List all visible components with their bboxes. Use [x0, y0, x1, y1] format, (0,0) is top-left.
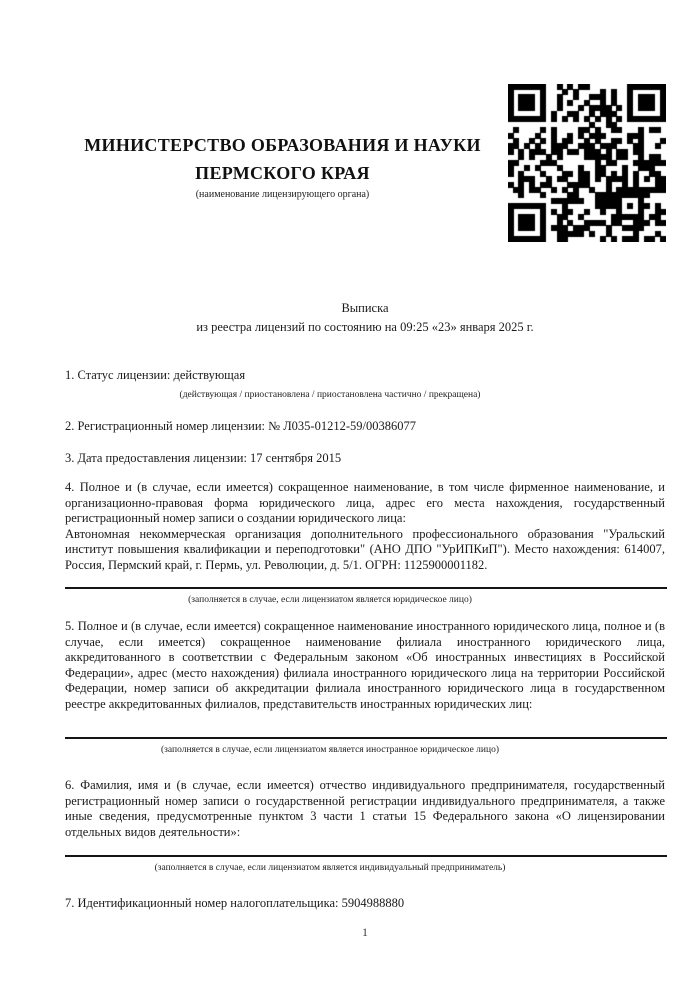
- item-7-text: 7. Идентификационный номер налогоплательщика: 5904988880: [65, 896, 405, 910]
- item-3-license-date: [65, 451, 665, 467]
- document-title-line1: Выписка: [341, 301, 389, 315]
- item-1-text: 1. Статус лицензии: действующая: [65, 368, 246, 382]
- item-5-foreign-entity: [65, 619, 665, 712]
- document-title: [65, 299, 665, 337]
- item-1-caption: (действующая / приостановлена / приостановлена частично / прекращена): [179, 390, 481, 400]
- item-2-text: 2. Регистрационный номер лицензии: № Л035-01212-59/00386077: [65, 419, 416, 433]
- qr-code-icon: [508, 84, 666, 242]
- item-4-value: Автономная некоммерческая организация дополнительного профессионального образования "Уральский институт повышения квалификации и переподготовки" (АНО ДПО "УрИПКиП"). Место нахождения: 614007, Россия, Пермский край, г. Пермь, ул. Революции, д. 5/1. ОГРН: 1125900001182.: [65, 526, 665, 572]
- ministry-header: [65, 131, 500, 200]
- page-number: 1: [362, 927, 368, 939]
- item-7-taxpayer-number: [65, 896, 665, 912]
- document-title-line2: из реестра лицензий по состоянию на 09:25 «23» января 2025 г.: [196, 320, 534, 334]
- ministry-caption: (наименование лицензирующего органа): [195, 189, 370, 200]
- item-5-caption: (заполняется в случае, если лицензиатом является иностранное юридическое лицо): [161, 745, 499, 755]
- item-1-license-status: [65, 368, 665, 384]
- item-3-text: 3. Дата предоставления лицензии: 17 сентября 2015: [65, 451, 342, 465]
- fill-in-rule-4: [65, 587, 667, 589]
- item-4-text: 4. Полное и (в случае, если имеется) сокращенное наименование, в том числе фирменное наименование, и организационно-правовая форма юридического лица, адрес его места нахождения, государственный регистрационный номер записи о создании юридического лица:: [65, 480, 665, 525]
- item-6-caption: (заполняется в случае, если лицензиатом является индивидуальный предприниматель): [154, 863, 506, 873]
- fill-in-rule-5: [65, 737, 667, 739]
- ministry-name-line2: ПЕРМСКОГО КРАЯ: [195, 163, 370, 183]
- item-6-individual-entrepreneur: [65, 778, 665, 840]
- fill-in-rule-6: [65, 855, 667, 857]
- item-2-registration-number: [65, 419, 665, 435]
- ministry-name-line1: МИНИСТЕРСТВО ОБРАЗОВАНИЯ И НАУКИ: [84, 135, 481, 155]
- item-4-caption: (заполняется в случае, если лицензиатом является юридическое лицо): [188, 595, 472, 605]
- item-6-text: 6. Фамилия, имя и (в случае, если имеется) отчество индивидуального предпринимателя, государственный регистрационный номер записи о государственной регистрации индивидуального предпринимателя, а также иные сведения, предусмотренные пунктом 3 части 1 статьи 15 Федерального закона «О лицензировании отдельных видов деятельности»:: [65, 778, 665, 839]
- item-4-legal-entity: [65, 480, 665, 573]
- item-5-text: 5. Полное и (в случае, если имеется) сокращенное наименование иностранного юридического лица, полное и (в случае, если имеется) сокращенное наименование филиала иностранного юридического лица, аккредитованного в соответствии с Федеральным законом «Об иностранных инвестициях в Российской Федерации», адрес (место нахождения) филиала иностранного юридического лица на территории Российской Федерации, номер записи об аккредитации филиала иностранного юридического лица в государственном реестре аккредитованных филиалов, представительств иностранных юридических лиц:: [65, 619, 665, 711]
